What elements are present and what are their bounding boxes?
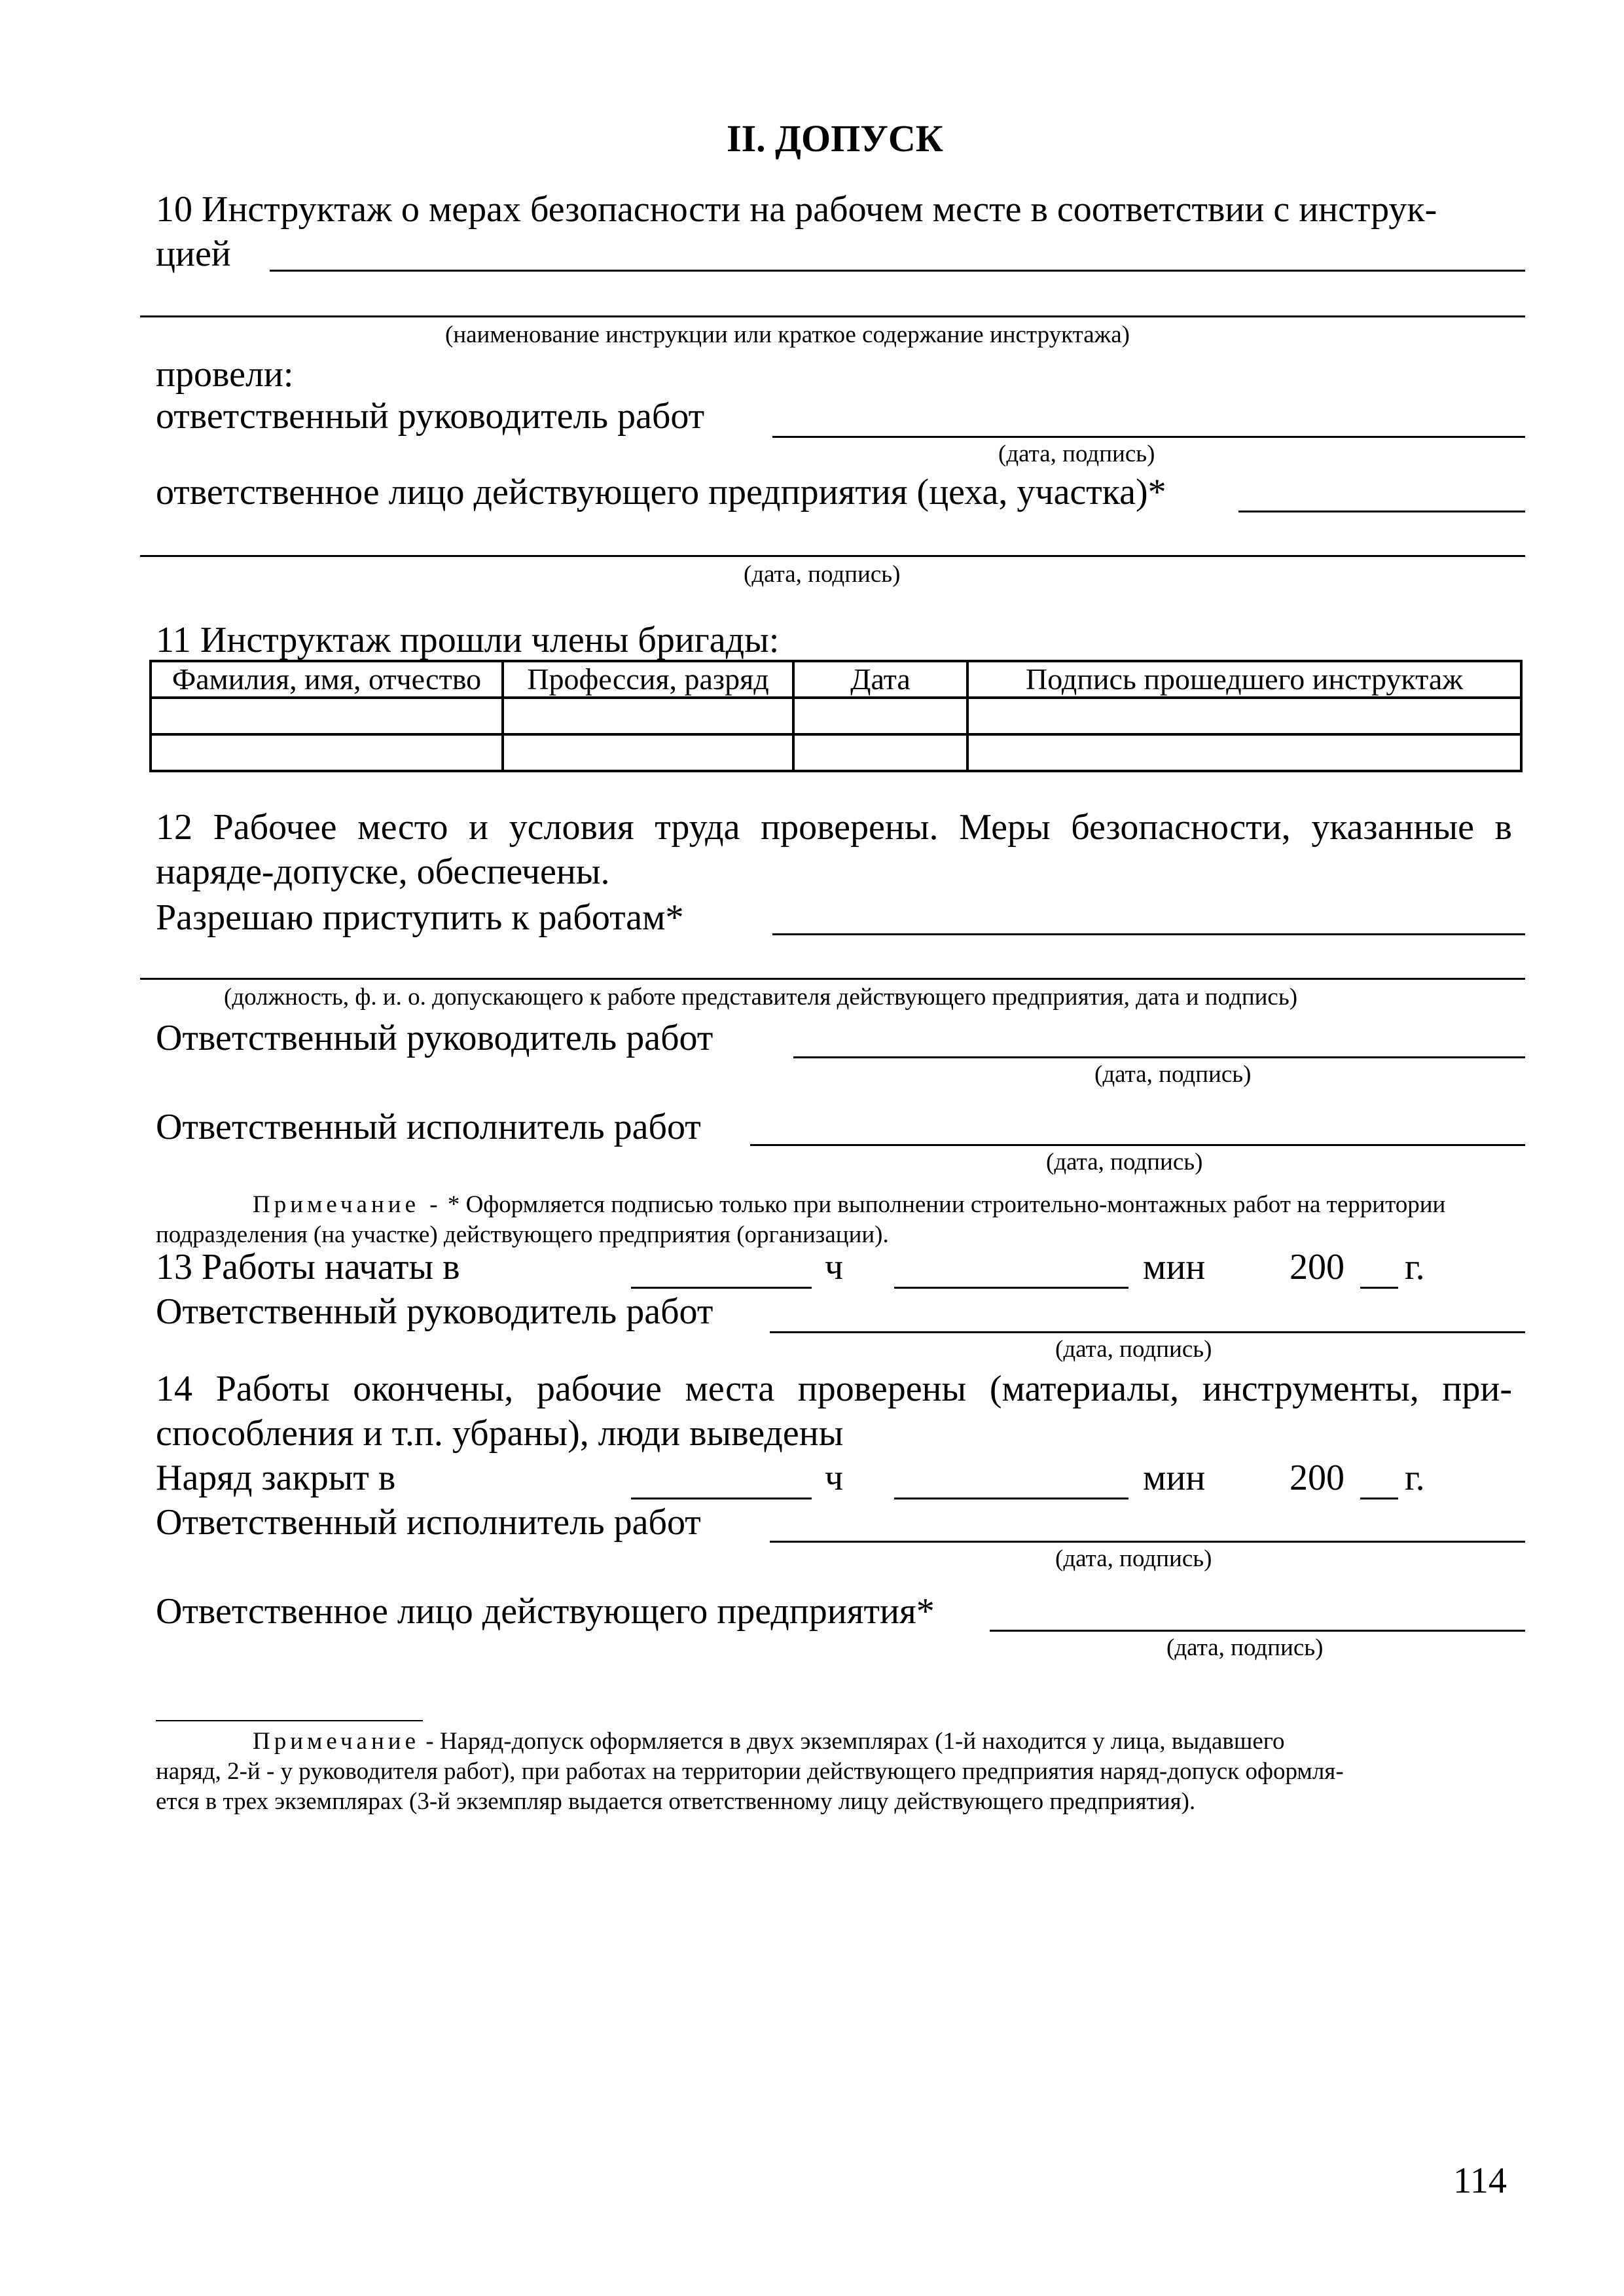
resp-manager-label-12: Ответственный руководитель работ xyxy=(156,1018,713,1058)
col-header-signature: Подпись прошедшего инструктаж xyxy=(967,661,1521,698)
table-row xyxy=(151,698,1521,734)
footnote-separator xyxy=(156,1720,423,1721)
resp-executor-field-14[interactable] xyxy=(770,1541,1525,1543)
footnote-text1: - Наряд-допуск оформляется в двух экземплярах (1-й находится у лица, выдавшего xyxy=(425,1728,1285,1755)
resp-manager-label-13: Ответственный руководитель работ xyxy=(156,1291,713,1332)
allow-field[interactable] xyxy=(772,933,1525,935)
close-hour-field[interactable] xyxy=(631,1498,812,1499)
col-header-name: Фамилия, имя, отчество xyxy=(151,661,503,698)
caption-date-14b: (дата, подпись) xyxy=(1166,1634,1324,1661)
caption-date-14a: (дата, подпись) xyxy=(1055,1545,1212,1572)
brigade-table xyxy=(149,660,1523,772)
s10-line2: цией xyxy=(156,234,231,274)
resp-executor-label-12: Ответственный исполнитель работ xyxy=(156,1107,701,1147)
resp-person-field-10b[interactable] xyxy=(140,555,1525,557)
footnote-label: Примечание xyxy=(253,1728,420,1755)
resp-person-label-10: ответственное лицо действующего предприятия (цеха, участка)* xyxy=(156,472,1166,512)
s13-h: ч xyxy=(825,1247,844,1287)
resp-manager-field-13[interactable] xyxy=(770,1331,1525,1333)
instruction-field[interactable] xyxy=(270,270,1525,272)
caption-date-10a: (дата, подпись) xyxy=(998,440,1155,467)
col-header-profession: Профессия, разряд xyxy=(503,661,793,698)
close-min-field[interactable] xyxy=(894,1498,1128,1499)
allow-label: Разрешаю приступить к работам* xyxy=(156,897,684,938)
table-cell[interactable] xyxy=(503,698,793,734)
caption-position: (должность, ф. и. о. допускающего к работе представителя действующего предприятия, дата и подпись) xyxy=(224,984,1298,1011)
page-number: 114 xyxy=(1453,2161,1507,2201)
footnote-block xyxy=(156,1727,1512,1817)
s13-started-label: 13 Работы начаты в xyxy=(156,1247,460,1287)
col-header-date: Дата xyxy=(793,661,967,698)
note-block xyxy=(156,1190,1512,1250)
footnote-line3: ется в трех экземплярах (3-й экземпляр выдается ответственному лицу действующего предприятия). xyxy=(156,1788,1196,1815)
footnote-line1 xyxy=(156,1727,1512,1757)
s13-min: мин xyxy=(1143,1247,1206,1287)
table-cell[interactable] xyxy=(151,698,503,734)
resp-person-label-14: Ответственное лицо действующего предприятия* xyxy=(156,1591,935,1632)
resp-executor-label-14: Ответственный исполнитель работ xyxy=(156,1502,701,1543)
table-cell[interactable] xyxy=(793,698,967,734)
s12-line1: 12 Рабочее место и условия труда проверены. Меры безопасности, указанные в xyxy=(156,807,1512,848)
table-cell[interactable] xyxy=(967,698,1521,734)
footnote-line2: наряд, 2-й - у руководителя работ), при работах на территории действующего предприятия наряд-допуск оформля- xyxy=(156,1758,1344,1785)
start-hour-field[interactable] xyxy=(631,1287,812,1289)
s14-line1: 14 Работы окончены, рабочие места проверены (материалы, инструменты, при- xyxy=(156,1369,1512,1409)
conducted-label: провели: xyxy=(156,354,294,395)
resp-person-field-10a[interactable] xyxy=(1238,511,1525,512)
s13-year: 200 xyxy=(1290,1247,1344,1287)
table-header-row xyxy=(151,661,1521,698)
instruction-field-2[interactable] xyxy=(140,315,1525,317)
s13-g: г. xyxy=(1405,1247,1425,1287)
note-label: Примечание - xyxy=(253,1191,442,1218)
close-year-field[interactable] xyxy=(1360,1498,1398,1499)
s10-line1: 10 Инструктаж о мерах безопасности на рабочем месте в соответствии с инструк- xyxy=(156,189,1437,230)
resp-manager-field-12[interactable] xyxy=(793,1056,1525,1058)
section-title: II. ДОПУСК xyxy=(727,117,943,160)
resp-executor-field-12[interactable] xyxy=(750,1144,1525,1146)
resp-person-field-14[interactable] xyxy=(990,1630,1525,1632)
table-row xyxy=(151,734,1521,771)
s14-h: ч xyxy=(825,1458,844,1498)
s12-line2: наряде-допуске, обеспечены. xyxy=(156,852,610,892)
note-line1 xyxy=(156,1190,1512,1220)
table-cell[interactable] xyxy=(503,734,793,771)
table-cell[interactable] xyxy=(151,734,503,771)
caption-date-12b: (дата, подпись) xyxy=(1046,1149,1203,1175)
table-cell[interactable] xyxy=(793,734,967,771)
caption-instruction: (наименование инструкции или краткое содержание инструктажа) xyxy=(445,321,1130,348)
start-min-field[interactable] xyxy=(894,1287,1128,1289)
s14-year: 200 xyxy=(1290,1458,1344,1498)
s14-closed-label: Наряд закрыт в xyxy=(156,1458,396,1498)
s11-heading: 11 Инструктаж прошли члены бригады: xyxy=(156,620,780,660)
note-text1: * Оформляется подписью только при выполнении строительно-монтажных работ на территории xyxy=(447,1191,1446,1218)
allow-field-2[interactable] xyxy=(140,978,1525,980)
s14-min: мин xyxy=(1143,1458,1206,1498)
note-line2: подразделения (на участке) действующего предприятия (организации). xyxy=(156,1221,889,1248)
caption-date-12a: (дата, подпись) xyxy=(1094,1061,1252,1088)
resp-manager-field-10[interactable] xyxy=(772,436,1525,438)
caption-date-13: (дата, подпись) xyxy=(1055,1336,1212,1363)
s14-g: г. xyxy=(1405,1458,1425,1498)
resp-manager-label-10: ответственный руководитель работ xyxy=(156,396,705,437)
table-cell[interactable] xyxy=(967,734,1521,771)
start-year-field[interactable] xyxy=(1360,1287,1398,1289)
caption-date-10b: (дата, подпись) xyxy=(744,561,901,588)
s14-line2: способления и т.п. убраны), люди выведены xyxy=(156,1413,844,1454)
